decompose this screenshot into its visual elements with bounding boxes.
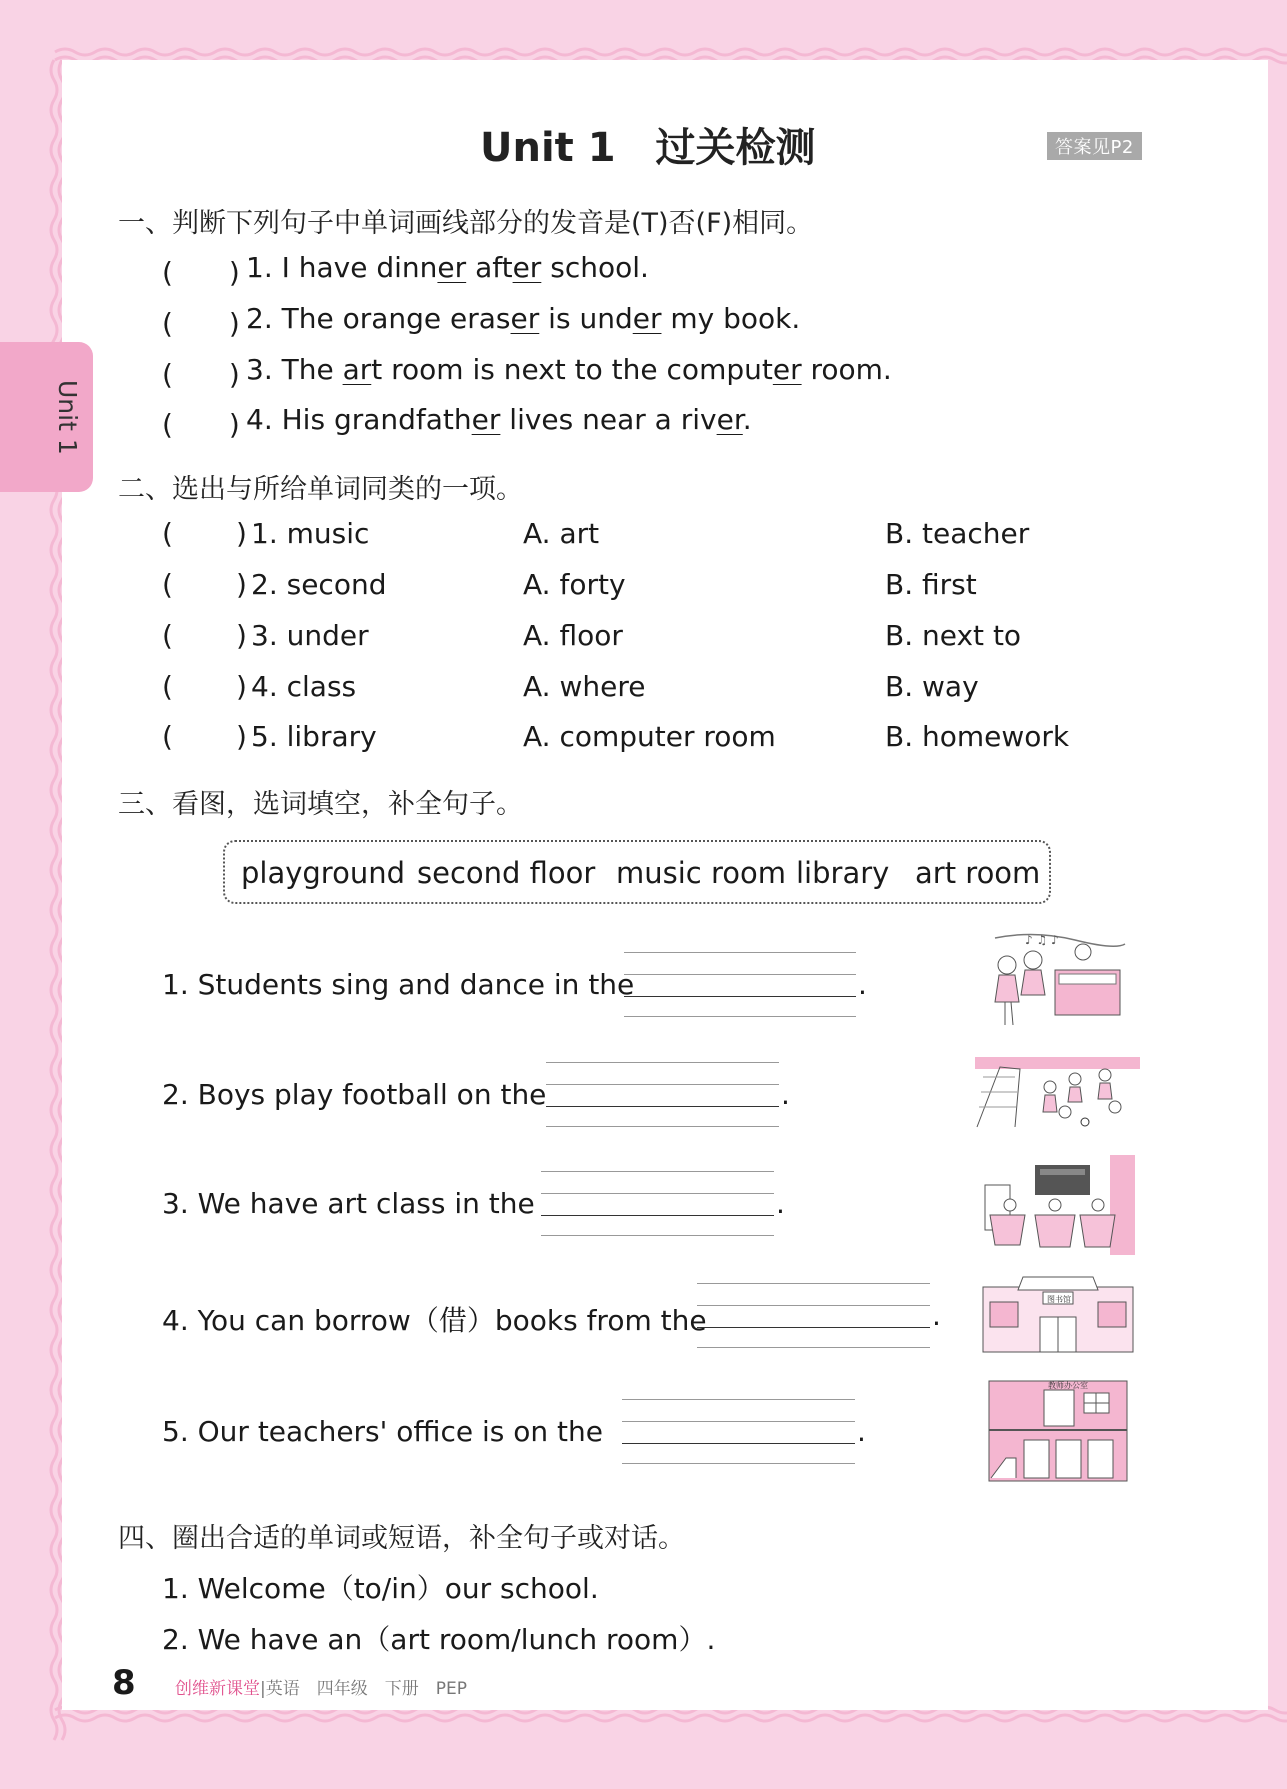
sentence-part: school. (541, 251, 649, 284)
fill-sentence: 2. Boys play football on the (162, 1078, 547, 1111)
answer-blank-line (541, 1215, 774, 1216)
word-bank-item: music room (616, 856, 786, 890)
option-b: B. next to (885, 619, 1022, 652)
guide-line (622, 1421, 855, 1422)
word-bank-item: art room (915, 856, 1041, 890)
library-picture (978, 1272, 1138, 1357)
sentence-period: . (858, 968, 867, 1001)
guide-line (546, 1084, 779, 1085)
answer-blank-line (697, 1327, 930, 1328)
sentence-period: . (781, 1078, 790, 1111)
sentence-part: 3. The (246, 353, 343, 386)
question-word: 2. second (251, 568, 387, 601)
answer-bracket-close: ) (236, 568, 247, 601)
guide-line (541, 1171, 774, 1172)
option-a: A. forty (523, 568, 626, 601)
answer-bracket-close: ) (236, 720, 247, 753)
sentence-part: room. (801, 353, 892, 386)
answer-blank-line (624, 996, 856, 997)
guide-line (697, 1305, 930, 1306)
word-bank-item: playground (241, 856, 406, 890)
answer-bracket: ( ) (162, 307, 240, 340)
guide-line (546, 1062, 779, 1063)
question-word: 3. under (251, 619, 369, 652)
word-bank-item: library (796, 856, 890, 890)
option-b: B. way (885, 670, 979, 703)
svg-text:♪ ♫ ♪: ♪ ♫ ♪ (1025, 933, 1059, 947)
brand-name: 创维新课堂 (175, 1679, 260, 1699)
sentence-period: . (857, 1415, 866, 1448)
option-a: A. floor (523, 619, 623, 652)
svg-text:教师办公室: 教师办公室 (1048, 1381, 1088, 1390)
underlined-part: ar (342, 353, 372, 386)
guide-line (541, 1235, 774, 1236)
footer-text (175, 1674, 467, 1699)
option-a: A. computer room (523, 720, 776, 753)
answer-blank-line (622, 1443, 855, 1444)
sentence-part: aft (466, 251, 513, 284)
guide-line (541, 1193, 774, 1194)
sentence-period: . (776, 1187, 785, 1220)
section-4-item: 1. Welcome（to/in）our school. (162, 1572, 599, 1605)
teachers-office-picture (986, 1378, 1131, 1483)
sentence-item (246, 251, 649, 284)
answer-bracket: ( ) (162, 408, 240, 441)
guide-line (546, 1126, 779, 1127)
answer-bracket-open: ( (162, 568, 173, 601)
underlined-part: er (772, 353, 802, 386)
page-title: Unit 1 过关检测 (480, 125, 816, 171)
answer-bracket-open: ( (162, 517, 173, 550)
guide-line (624, 1016, 856, 1017)
question-word: 5. library (251, 720, 377, 753)
sentence-part: . (742, 403, 752, 436)
underlined-part: er (471, 403, 501, 436)
sentence-part: 1. I have dinn (246, 251, 438, 284)
answer-bracket-close: ) (236, 517, 247, 550)
footer-info: |英语 四年级 下册 PEP (260, 1679, 467, 1699)
section-3-heading: 三、看图，选词填空，补全句子。 (118, 789, 523, 820)
option-a: A. where (523, 670, 646, 703)
sentence-part: 4. His grandfath (246, 403, 472, 436)
music-room-picture (985, 930, 1135, 1035)
art-room-picture (980, 1155, 1135, 1255)
answer-bracket-close: ) (236, 670, 247, 703)
guide-line (624, 974, 856, 975)
question-word: 1. music (251, 517, 370, 550)
answer-bracket: ( ) (162, 358, 240, 391)
sentence-part: t room is next to the comput (371, 353, 773, 386)
guide-line (622, 1399, 855, 1400)
answer-bracket-open: ( (162, 670, 173, 703)
fill-sentence: 3. We have art class in the (162, 1187, 535, 1220)
underlined-part: er (437, 251, 467, 284)
sentence-item (246, 353, 892, 386)
section-4-heading: 四、圈出合适的单词或短语，补全句子或对话。 (118, 1523, 685, 1554)
section-1-heading: 一、判断下列句子中单词画线部分的发音是(T)否(F)相同。 (118, 208, 814, 239)
option-b: B. homework (885, 720, 1070, 753)
word-bank-item: second floor (417, 856, 596, 890)
section-2-heading: 二、选出与所给单词同类的一项。 (118, 474, 523, 505)
guide-line (697, 1347, 930, 1348)
sentence-period: . (932, 1299, 941, 1332)
answer-bracket-close: ) (236, 619, 247, 652)
sentence-item (246, 302, 800, 335)
underlined-part: er (716, 403, 743, 436)
sentence-part: lives near a riv (500, 403, 717, 436)
page-number: 8 (112, 1663, 136, 1703)
question-word: 4. class (251, 670, 357, 703)
fill-sentence: 4. You can borrow（借）books from the (162, 1304, 707, 1337)
fill-sentence: 1. Students sing and dance in the (162, 968, 635, 1001)
sentence-part: is und (539, 302, 633, 335)
guide-line (624, 952, 856, 953)
section-4-item: 2. We have an（art room/lunch room）. (162, 1623, 716, 1656)
answer-bracket: ( ) (162, 256, 240, 289)
answer-bracket-open: ( (162, 720, 173, 753)
guide-line (697, 1283, 930, 1284)
answer-reference-badge: 答案见P2 (1047, 132, 1142, 160)
sentence-part: 2. The orange eras (246, 302, 511, 335)
fill-sentence: 5. Our teachers' office is on the (162, 1415, 603, 1448)
side-tab-label: Unit 1 (53, 380, 82, 455)
sentence-item (246, 403, 752, 436)
underlined-part: er (632, 302, 662, 335)
guide-line (622, 1463, 855, 1464)
svg-text:图书馆: 图书馆 (1047, 1295, 1071, 1304)
word-bank-box (223, 840, 1051, 904)
answer-blank-line (546, 1106, 779, 1107)
option-b: B. first (885, 568, 977, 601)
underlined-part: er (510, 302, 540, 335)
playground-picture (975, 1057, 1140, 1137)
option-a: A. art (523, 517, 600, 550)
sentence-part: my book. (661, 302, 801, 335)
underlined-part: er (512, 251, 542, 284)
option-b: B. teacher (885, 517, 1030, 550)
answer-bracket-open: ( (162, 619, 173, 652)
